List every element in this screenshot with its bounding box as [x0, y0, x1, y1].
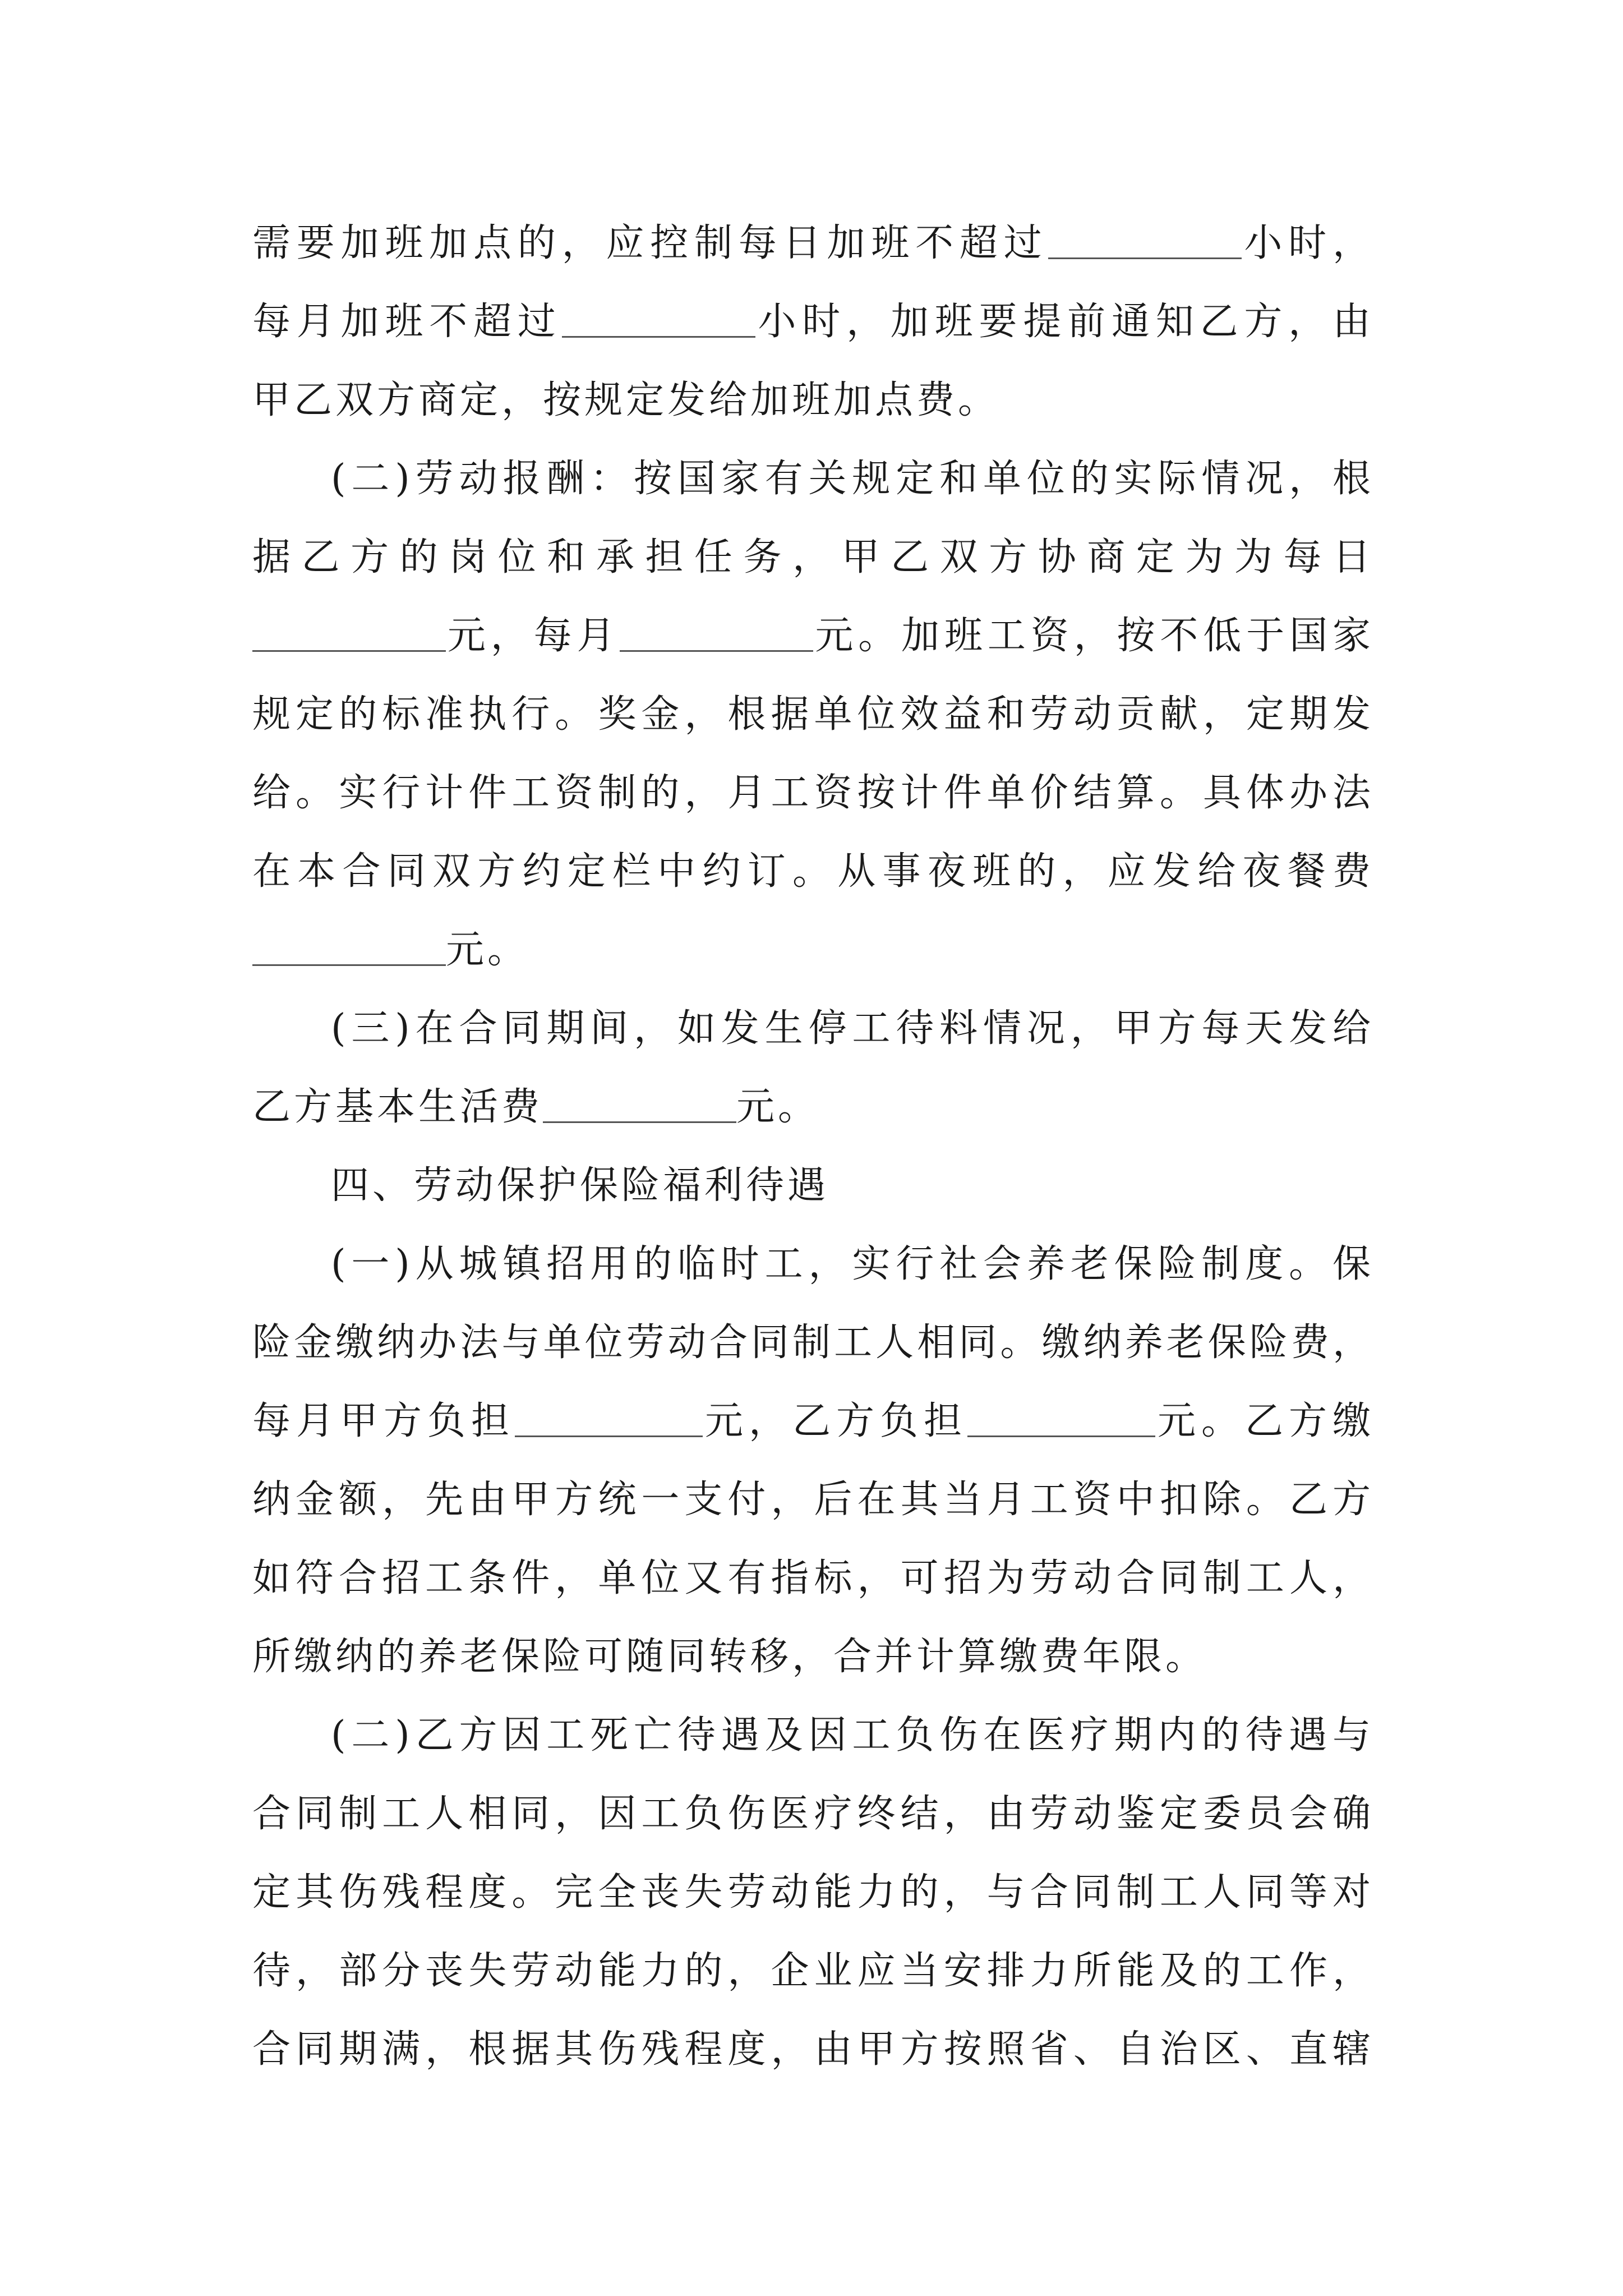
text-line [252, 1068, 1374, 1147]
text-line [252, 283, 1374, 361]
paragraph-first-line [331, 440, 1374, 518]
text-segment: (二)劳动报酬：按国家有关规定和单位的实际情况，根 [331, 457, 1374, 501]
text-line [252, 1461, 1374, 1539]
text-segment: 每月加班不超过 [252, 300, 562, 344]
text-segment: 合同期满，根据其伤残程度，由甲方按照省、自治区、直辖 [252, 2027, 1374, 2072]
text-segment: 规定的标准执行。奖金，根据单位效益和劳动贡献，定期发 [252, 692, 1374, 737]
text-line [252, 1382, 1374, 1461]
text-segment: 合同制工人相同，因工负伤医疗终结，由劳动鉴定委员会确 [252, 1792, 1374, 1836]
text-line [252, 204, 1374, 283]
paragraph-first-line [331, 1225, 1374, 1304]
fill-in-blank [515, 1402, 703, 1437]
text-line [252, 597, 1374, 675]
text-segment: 元，每月 [446, 614, 620, 658]
text-line [252, 1932, 1374, 2010]
section-heading [331, 1147, 1374, 1225]
fill-in-blank [252, 616, 446, 652]
text-segment: 每月甲方负担 [252, 1399, 515, 1443]
text-segment: 甲乙双方商定，按规定发给加班加点费。 [252, 378, 1000, 422]
text-segment: 小时，加班要提前通知乙方，由 [755, 300, 1374, 344]
text-segment: 元，乙方负担 [703, 1399, 967, 1443]
text-segment: 需要加班加点的，应控制每日加班不超过 [252, 221, 1048, 265]
text-segment: 元。乙方缴 [1155, 1399, 1374, 1443]
fill-in-blank [620, 616, 813, 652]
text-line [252, 911, 1374, 990]
text-line [252, 675, 1374, 754]
text-line [252, 361, 1374, 440]
text-segment: 如符合招工条件，单位又有指标，可招为劳动合同制工人， [252, 1556, 1374, 1600]
text-line [252, 1775, 1374, 1853]
text-segment: 元。 [446, 928, 529, 972]
text-segment: 乙方基本生活费 [252, 1085, 543, 1129]
text-line [252, 518, 1374, 597]
fill-in-blank [543, 1088, 736, 1123]
text-segment: 给。实行计件工资制的，月工资按计件单价结算。具体办法 [252, 771, 1374, 815]
text-segment: 在本合同双方约定栏中约订。从事夜班的，应发给夜餐费 [252, 849, 1374, 894]
fill-in-blank [252, 931, 446, 966]
text-line [252, 1618, 1374, 1696]
text-segment: 元。 [736, 1085, 820, 1129]
text-line [252, 1853, 1374, 1932]
paragraph-first-line [331, 990, 1374, 1068]
text-line [252, 1539, 1374, 1618]
fill-in-blank [562, 302, 755, 338]
text-segment: (一)从城镇招用的临时工，实行社会养老保险制度。保 [331, 1242, 1374, 1286]
text-line [252, 1304, 1374, 1382]
text-segment: 四、劳动保护保险福利待遇 [331, 1163, 829, 1208]
text-segment: 险金缴纳办法与单位劳动合同制工人相同。缴纳养老保险费， [252, 1320, 1374, 1365]
text-segment: 纳金额，先由甲方统一支付，后在其当月工资中扣除。乙方 [252, 1478, 1374, 1522]
text-line [252, 2010, 1374, 2089]
text-segment: 元。加班工资，按不低于国家 [813, 614, 1374, 658]
paragraph-first-line [331, 1696, 1374, 1775]
fill-in-blank [967, 1402, 1155, 1437]
text-segment: (三)在合同期间，如发生停工待料情况，甲方每天发给 [331, 1006, 1374, 1051]
text-segment: (二)乙方因工死亡待遇及因工负伤在医疗期内的待遇与 [331, 1713, 1374, 1757]
text-segment: 待，部分丧失劳动能力的，企业应当安排力所能及的工作， [252, 1949, 1374, 1993]
text-line [252, 832, 1374, 911]
text-line [252, 754, 1374, 832]
fill-in-blank [1048, 224, 1242, 259]
text-segment: 小时， [1241, 221, 1374, 265]
text-segment: 所缴纳的养老保险可随同转移，合并计算缴费年限。 [252, 1635, 1207, 1679]
text-segment: 定其伤残程度。完全丧失劳动能力的，与合同制工人同等对 [252, 1870, 1374, 1915]
text-segment: 据乙方的岗位和承担任务，甲乙双方协商定为为每日 [252, 535, 1374, 579]
